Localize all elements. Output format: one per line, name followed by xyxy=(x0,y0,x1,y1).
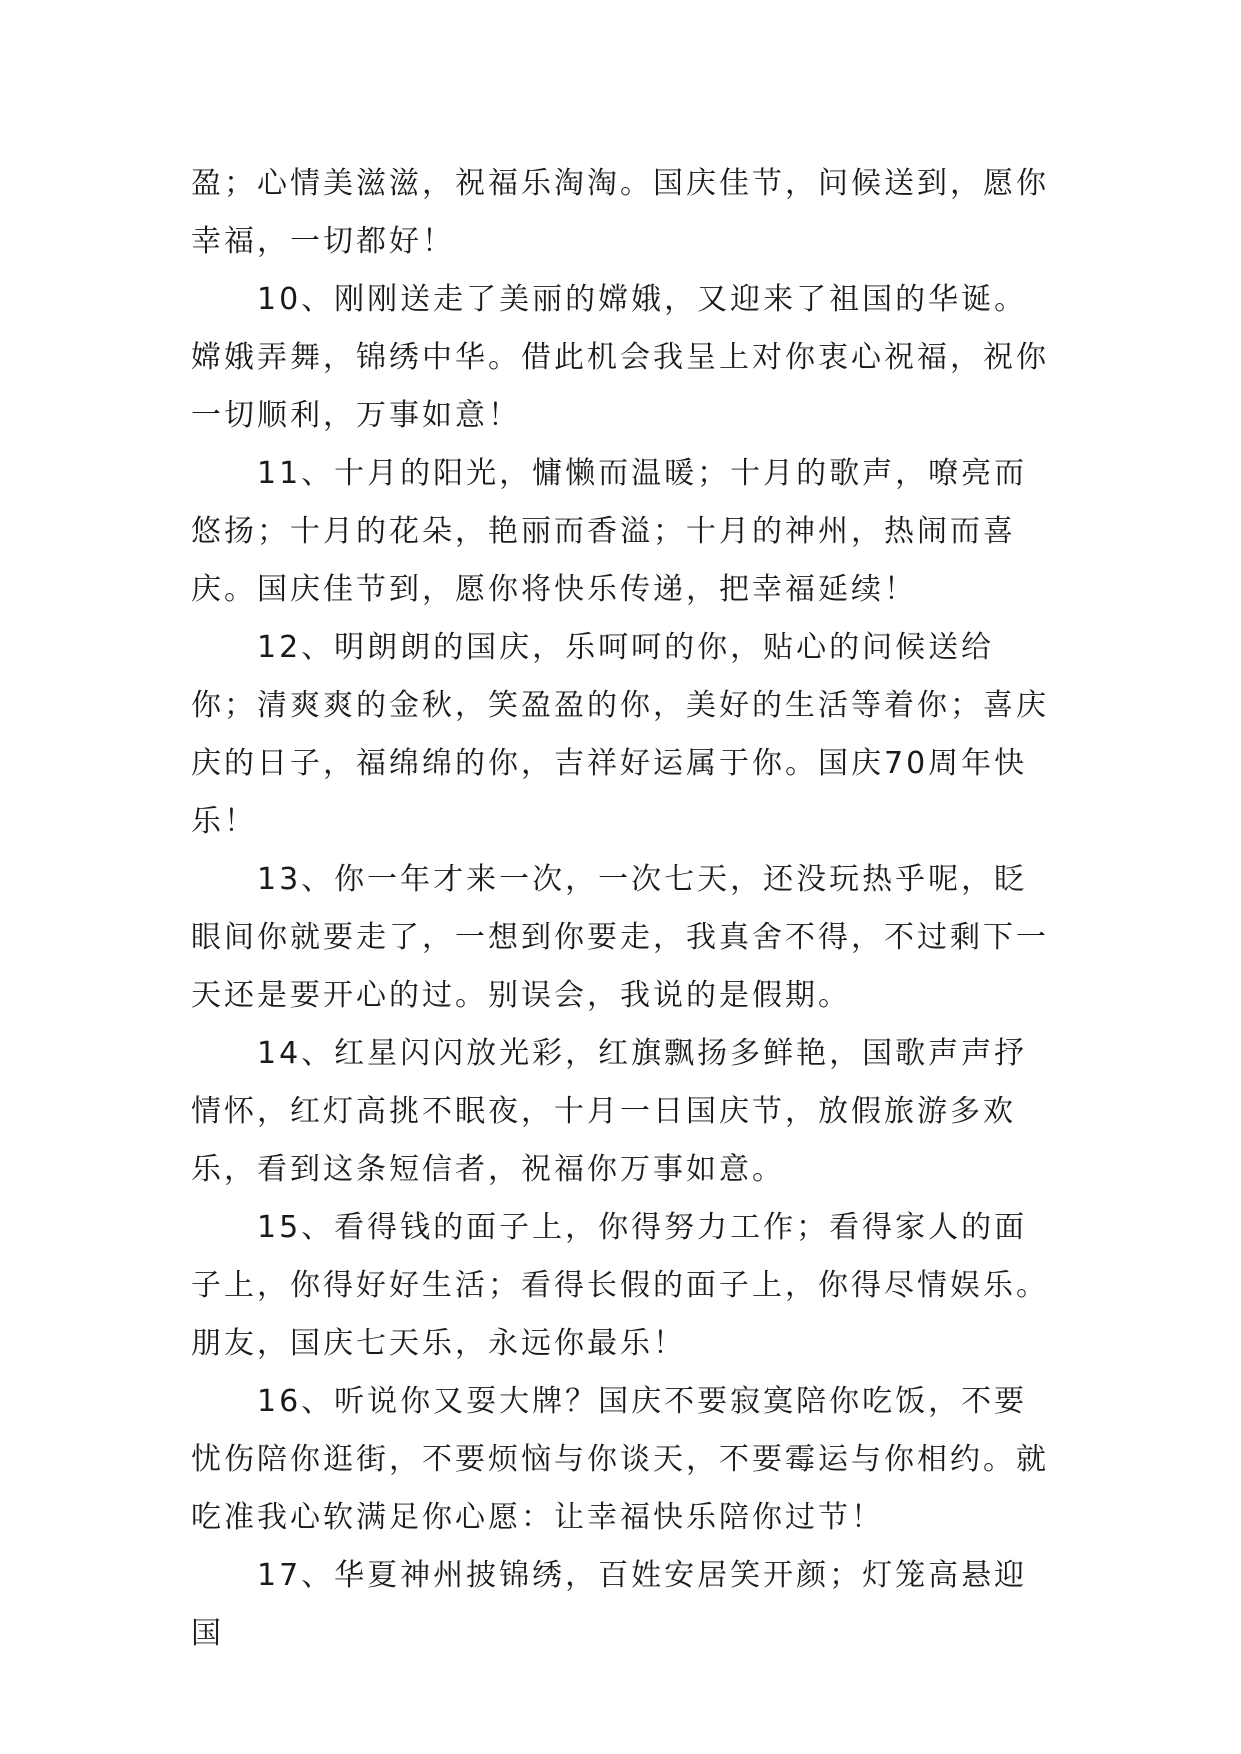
paragraph-item-14: 14、红星闪闪放光彩，红旗飘扬多鲜艳，国歌声声抒情怀，红灯高挑不眠夜，十月一日国庆节，放假旅游多欢乐，看到这条短信者，祝福你万事如意。 xyxy=(191,1036,1028,1187)
paragraph-item-11: 11、十月的阳光，慵懒而温暖；十月的歌声，嘹亮而悠扬；十月的花朵，艳丽而香溢；十月的神州，热闹而喜庆。国庆佳节到，愿你将快乐传递，把幸福延续！ xyxy=(191,456,1028,607)
document-body xyxy=(191,155,1051,1663)
paragraph-item-15: 15、看得钱的面子上，你得努力工作；看得家人的面子上，你得好好生活；看得长假的面子上，你得尽情娱乐。朋友，国庆七天乐，永远你最乐！ xyxy=(191,1210,1049,1361)
paragraph-item-13: 13、你一年才来一次，一次七天，还没玩热乎呢，眨眼间你就要走了，一想到你要走，我真舍不得，不过剩下一天还是要开心的过。别误会，我说的是假期。 xyxy=(191,862,1049,1013)
paragraph-item-10: 10、刚刚送走了美丽的嫦娥，又迎来了祖国的华诞。嫦娥弄舞，锦绣中华。借此机会我呈上对你衷心祝福，祝你一切顺利，万事如意！ xyxy=(191,282,1049,433)
paragraph-item-16: 16、听说你又耍大牌？国庆不要寂寞陪你吃饭，不要忧伤陪你逛街，不要烦恼与你谈天，不要霉运与你相约。就吃准我心软满足你心愿：让幸福快乐陪你过节！ xyxy=(191,1384,1049,1535)
paragraph-item-17: 17、华夏神州披锦绣，百姓安居笑开颜；灯笼高悬迎国 xyxy=(191,1558,1028,1651)
paragraph-item-12: 12、明朗朗的国庆，乐呵呵的你，贴心的问候送给你；清爽爽的金秋，笑盈盈的你，美好的生活等着你；喜庆庆的日子，福绵绵的你，吉祥好运属于你。国庆70周年快乐！ xyxy=(191,630,1049,839)
paragraph-continuation: 盈；心情美滋滋，祝福乐淘淘。国庆佳节，问候送到，愿你幸福，一切都好！ xyxy=(191,166,1049,259)
